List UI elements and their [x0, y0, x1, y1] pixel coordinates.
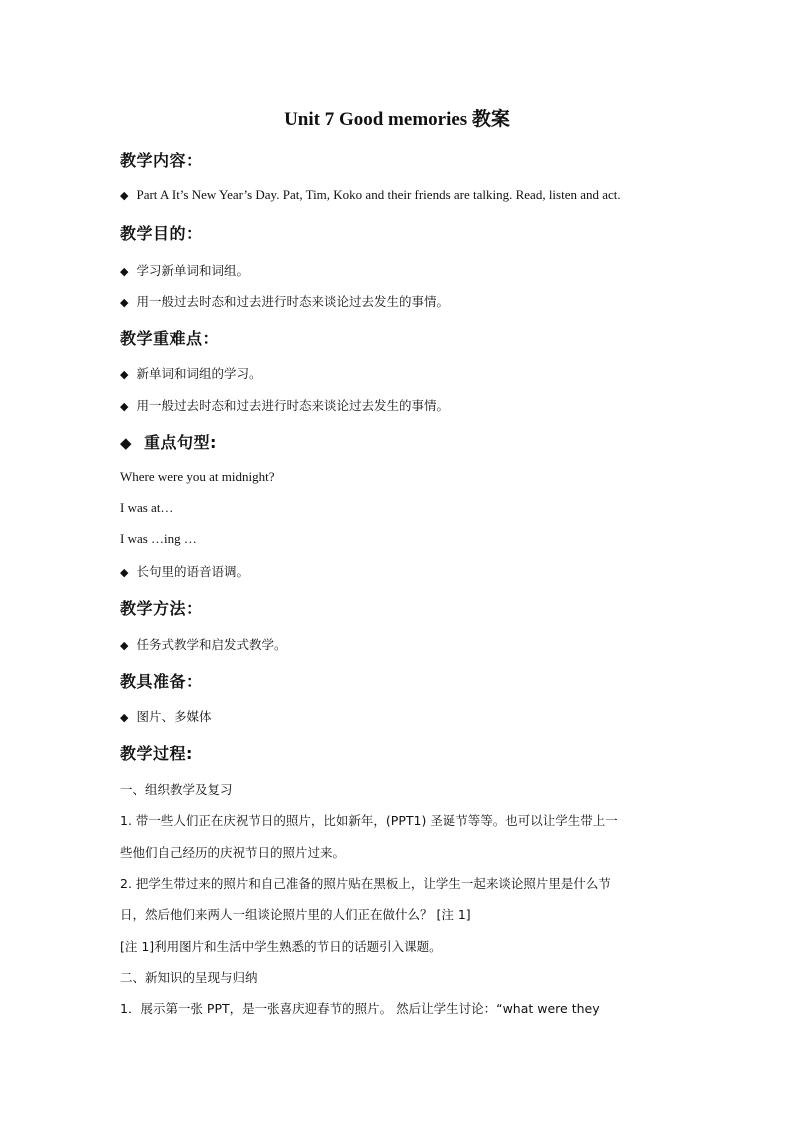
- pattern-line: I was …ing …: [120, 531, 197, 546]
- diamond-bullet-icon: ◆: [120, 368, 129, 381]
- method-heading: 教学方法：: [120, 599, 203, 618]
- diamond-bullet-icon: ◆: [120, 189, 129, 202]
- page-title: Unit 7 Good memories 教案: [284, 109, 510, 130]
- pattern-line: Where were you at midnight?: [120, 469, 275, 484]
- process-line: 一、组织教学及复习: [120, 782, 233, 797]
- diamond-bullet-icon: ◆: [120, 639, 129, 652]
- diamond-bullet-icon: ◆: [120, 566, 129, 579]
- goal-item: [120, 292, 449, 310]
- goal-item-text: 用一般过去时态和过去进行时态来谈论过去发生的事情。: [136, 294, 449, 309]
- tools-item-text: 图片、多媒体: [136, 709, 212, 724]
- goal-item-text: 学习新单词和词组。: [136, 263, 249, 278]
- method-item-text: 任务式教学和启发式教学。: [136, 637, 287, 652]
- diamond-bullet-icon: ◆: [120, 265, 129, 278]
- goal-heading: 教学目的：: [120, 224, 203, 243]
- process-line: 些他们自己经历的庆祝节日的照片过来。: [120, 845, 346, 860]
- diamond-bullet-icon: ◆: [120, 400, 129, 413]
- tools-heading: 教具准备：: [120, 672, 203, 691]
- tools-item: [120, 707, 211, 725]
- content-heading: 教学内容：: [120, 151, 203, 170]
- process-line: [注 1]利用图片和生活中学生熟悉的节日的话题引入课题。: [120, 939, 442, 954]
- goal-item: [120, 261, 249, 279]
- process-heading: 教学过程:: [120, 744, 193, 763]
- process-line: 1. 带一些人们正在庆祝节日的照片，比如新年，(PPT1) 圣诞节等等。也可以让学生带上一: [120, 813, 618, 828]
- content-item-text: Part A It’s New Year’s Day. Pat, Tim, Koko and their friends are talking. Read, listen and act.: [136, 187, 621, 202]
- diamond-bullet-icon: ◆: [120, 434, 133, 452]
- diamond-bullet-icon: ◆: [120, 296, 129, 309]
- key-item-text: 用一般过去时态和过去进行时态来谈论过去发生的事情。: [136, 398, 449, 413]
- key-item: [120, 364, 261, 382]
- pattern-heading-text: 重点句型:: [144, 433, 217, 452]
- key-heading: 教学重难点：: [120, 329, 220, 348]
- pattern-line: I was at…: [120, 500, 174, 515]
- content-item: [120, 187, 621, 203]
- process-line: 2. 把学生带过来的照片和自己准备的照片贴在黑板上，让学生一起来谈论照片里是什么节: [120, 876, 611, 891]
- process-line: 日，然后他们来两人一组谈论照片里的人们正在做什么？ [注 1]: [120, 907, 471, 922]
- key-item: [120, 396, 449, 414]
- diamond-bullet-icon: ◆: [120, 711, 129, 724]
- process-line: 1．展示第一张 PPT，是一张喜庆迎春节的照片。 然后让学生讨论：“what were they: [120, 1001, 600, 1016]
- key-item-text: 新单词和词组的学习。: [136, 366, 262, 381]
- process-line: 二、新知识的呈现与归纳: [120, 970, 258, 985]
- intonation-item-text: 长句里的语音语调。: [136, 564, 249, 579]
- method-item: [120, 635, 286, 653]
- intonation-item: [120, 562, 249, 580]
- pattern-heading: [120, 430, 217, 453]
